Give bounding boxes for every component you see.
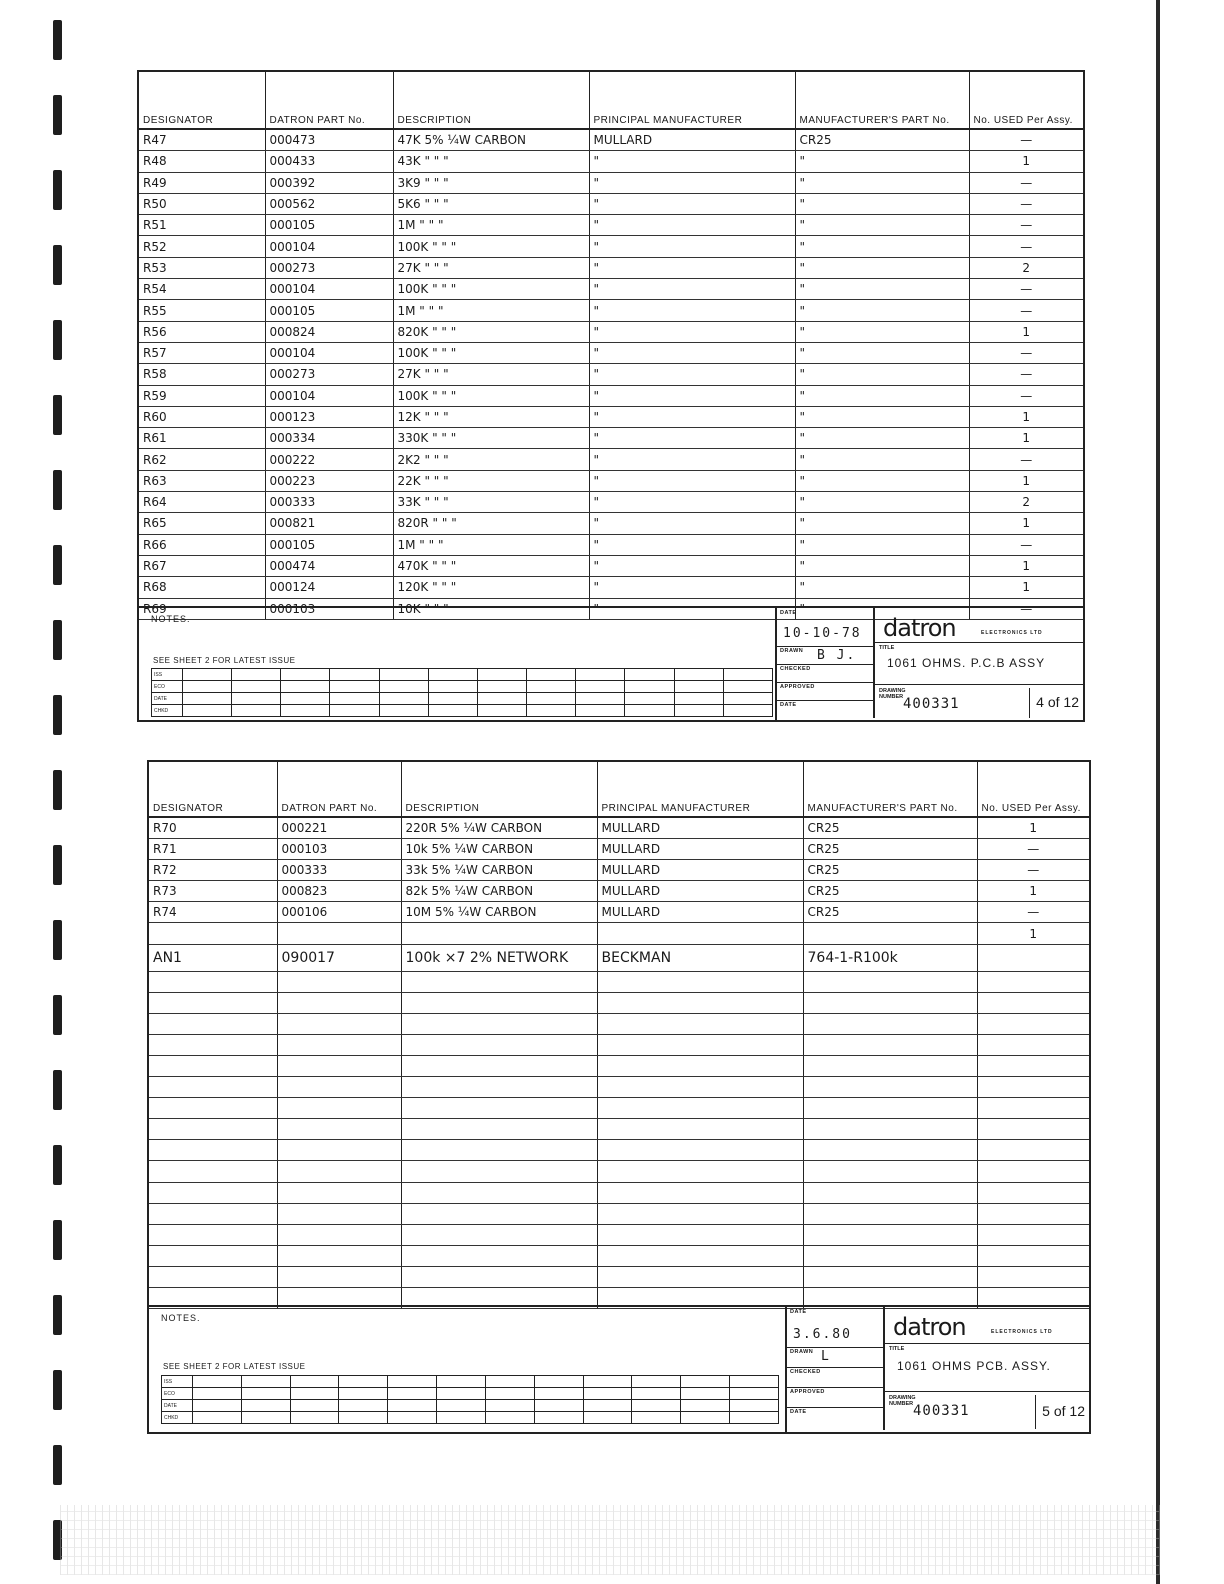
table-row <box>139 534 1083 555</box>
designator-cell: R68 <box>139 577 265 598</box>
table-row <box>139 151 1083 172</box>
title-block: DATE 3.6.80 DRAWN L CHECKED APPROVED DATE datron ELECTRONICS LTD TITLE 1061 OHMS PCB. ASSY. DRAWING NUMBER 400331 5 of 12 <box>785 1307 1089 1432</box>
blank-row <box>149 1119 1089 1140</box>
mfr-part-cell: CR25 <box>803 881 977 902</box>
datron-part-cell: 000824 <box>265 321 393 342</box>
blank-row <box>149 1034 1089 1055</box>
description-cell: 82k 5% ¼W CARBON <box>401 881 597 902</box>
qty-cell: 1 <box>977 817 1089 839</box>
description-cell: 12K " " " <box>393 406 589 427</box>
designator-cell: R73 <box>149 881 277 902</box>
datron-part-cell: 000104 <box>265 385 393 406</box>
sheet-number: 5 of 12 <box>1035 1395 1085 1429</box>
datron-part-cell: 000333 <box>265 492 393 513</box>
manufacturer-cell: MULLARD <box>589 129 795 151</box>
designator-cell: R64 <box>139 492 265 513</box>
blank-row <box>149 1266 1089 1287</box>
parts-table <box>149 762 1089 1309</box>
manufacturer-cell: " <box>589 385 795 406</box>
datron-part-cell: 000273 <box>265 364 393 385</box>
qty-cell: — <box>969 364 1083 385</box>
col-description: DESCRIPTION <box>393 72 589 129</box>
table-row <box>149 860 1089 881</box>
table-row <box>139 193 1083 214</box>
manufacturer-cell: MULLARD <box>597 839 803 860</box>
binding-hole <box>53 770 62 810</box>
title-block: DATE 10-10-78 DRAWN B J. CHECKED APPROVED DATE datron ELECTRONICS LTD TITLE 1061 OHMS. P.C.B ASSY DRAWING NUMBER 400331 4 of 12 <box>775 608 1083 720</box>
designator-cell: R51 <box>139 215 265 236</box>
description-cell: 5K6 " " " <box>393 193 589 214</box>
table-row <box>149 881 1089 902</box>
table-row <box>139 364 1083 385</box>
description-cell: 1M " " " <box>393 300 589 321</box>
designator-cell: R52 <box>139 236 265 257</box>
designator-cell: R69 <box>139 598 265 619</box>
designator-cell: R66 <box>139 534 265 555</box>
datron-part-cell: 000103 <box>277 839 401 860</box>
binding-hole <box>53 395 62 435</box>
datron-part-cell <box>277 923 401 944</box>
qty-cell <box>977 944 1089 971</box>
table-row <box>139 215 1083 236</box>
mfr-part-cell: CR25 <box>795 129 969 151</box>
description-cell: 27K " " " <box>393 364 589 385</box>
binding-hole <box>53 170 62 210</box>
designator-cell: AN1 <box>149 944 277 971</box>
table-row <box>139 257 1083 278</box>
datron-part-cell: 000105 <box>265 534 393 555</box>
notes-label: NOTES. <box>161 1313 201 1323</box>
qty-cell: 1 <box>969 428 1083 449</box>
description-cell: 10K " " " <box>393 598 589 619</box>
manufacturer-cell: " <box>589 342 795 363</box>
description-cell: 120K " " " <box>393 577 589 598</box>
mfr-part-cell: CR25 <box>803 902 977 923</box>
manufacturer-cell: " <box>589 428 795 449</box>
qty-cell: — <box>969 193 1083 214</box>
manufacturer-cell: " <box>589 513 795 534</box>
parts-rows <box>139 129 1083 619</box>
binding-hole <box>53 1070 62 1110</box>
manufacturer-cell: " <box>589 598 795 619</box>
datron-part-cell: 000104 <box>265 279 393 300</box>
description-cell: 100k ×7 2% NETWORK <box>401 944 597 971</box>
binding-spine <box>50 0 66 1584</box>
binding-hole <box>53 995 62 1035</box>
col-datron-part: DATRON PART No. <box>265 72 393 129</box>
qty-cell: — <box>969 300 1083 321</box>
qty-cell: 1 <box>977 923 1089 944</box>
table-row <box>149 839 1089 860</box>
mfr-part-cell: " <box>795 321 969 342</box>
table-row <box>139 300 1083 321</box>
mfr-part-cell: " <box>795 215 969 236</box>
qty-cell: 2 <box>969 492 1083 513</box>
designator-cell: R67 <box>139 555 265 576</box>
manufacturer-cell: " <box>589 215 795 236</box>
mfr-part-cell: " <box>795 534 969 555</box>
blank-row <box>149 1055 1089 1076</box>
mfr-part-cell: " <box>795 449 969 470</box>
mfr-part-cell: " <box>795 406 969 427</box>
description-cell: 22K " " " <box>393 470 589 491</box>
designator-cell: R47 <box>139 129 265 151</box>
qty-cell: 2 <box>969 257 1083 278</box>
manufacturer-cell: " <box>589 364 795 385</box>
designator-cell: R72 <box>149 860 277 881</box>
qty-cell: — <box>969 279 1083 300</box>
col-designator: DESIGNATOR <box>149 762 277 817</box>
mfr-part-cell: " <box>795 513 969 534</box>
binding-hole <box>53 20 62 60</box>
datron-part-cell: 000104 <box>265 236 393 257</box>
designator-cell: R57 <box>139 342 265 363</box>
mfr-part-cell: 764-1-R100k <box>803 944 977 971</box>
binding-hole <box>53 620 62 660</box>
datron-part-cell: 000823 <box>277 881 401 902</box>
blank-row <box>149 992 1089 1013</box>
description-cell: 47K 5% ¼W CARBON <box>393 129 589 151</box>
blank-row <box>149 1224 1089 1245</box>
manufacturer-cell: " <box>589 534 795 555</box>
datron-part-cell: 000273 <box>265 257 393 278</box>
description-cell: 1M " " " <box>393 534 589 555</box>
drawing-number: 400331 <box>903 696 960 712</box>
designator-cell: R60 <box>139 406 265 427</box>
manufacturer-cell: MULLARD <box>597 881 803 902</box>
table-row <box>149 923 1089 944</box>
datron-part-cell: 000105 <box>265 215 393 236</box>
blank-row <box>149 1161 1089 1182</box>
header-row <box>149 762 1089 817</box>
mfr-part-cell: " <box>795 577 969 598</box>
description-cell: 330K " " " <box>393 428 589 449</box>
eco-grid: ISS ECO DATE CHKD <box>161 1375 779 1424</box>
mfr-part-cell: " <box>795 342 969 363</box>
mfr-part-cell: " <box>795 470 969 491</box>
table-row <box>139 406 1083 427</box>
qty-cell: 1 <box>977 881 1089 902</box>
designator-cell: R49 <box>139 172 265 193</box>
parts-list-sheet-5 <box>147 760 1091 1434</box>
designator-cell: R56 <box>139 321 265 342</box>
col-principal-manufacturer: PRINCIPAL MANUFACTURER <box>597 762 803 817</box>
col-manufacturer-part: MANUFACTURER'S PART No. <box>795 72 969 129</box>
binding-hole <box>53 845 62 885</box>
description-cell: 100K " " " <box>393 342 589 363</box>
binding-hole <box>53 1220 62 1260</box>
binding-hole <box>53 245 62 285</box>
table-row <box>149 944 1089 971</box>
qty-cell: — <box>969 598 1083 619</box>
drawing-title: 1061 OHMS PCB. ASSY. <box>897 1359 1051 1373</box>
qty-cell: 1 <box>969 513 1083 534</box>
qty-cell: 1 <box>969 151 1083 172</box>
manufacturer-cell: " <box>589 492 795 513</box>
designator-cell: R50 <box>139 193 265 214</box>
designator-cell: R65 <box>139 513 265 534</box>
manufacturer-cell: " <box>589 321 795 342</box>
description-cell: 100K " " " <box>393 279 589 300</box>
blank-row <box>149 1077 1089 1098</box>
col-qty: No. USED Per Assy. <box>969 72 1083 129</box>
binding-hole <box>53 545 62 585</box>
mfr-part-cell: " <box>795 492 969 513</box>
manufacturer-cell: " <box>589 555 795 576</box>
datron-part-cell: 000474 <box>265 555 393 576</box>
drawing-number: 400331 <box>913 1403 970 1419</box>
mfr-part-cell <box>803 923 977 944</box>
binding-hole <box>53 695 62 735</box>
mfr-part-cell: CR25 <box>803 839 977 860</box>
table-row <box>139 129 1083 151</box>
blank-row <box>149 1203 1089 1224</box>
mfr-part-cell: " <box>795 257 969 278</box>
table-row <box>149 902 1089 923</box>
binding-hole <box>53 320 62 360</box>
description-cell: 43K " " " <box>393 151 589 172</box>
eco-grid: ISS ECO DATE CHKD <box>151 668 773 717</box>
blank-row <box>149 1098 1089 1119</box>
parts-rows <box>149 817 1089 1309</box>
datron-part-cell: 000223 <box>265 470 393 491</box>
blank-row <box>149 1140 1089 1161</box>
binding-hole <box>53 1145 62 1185</box>
manufacturer-cell: " <box>589 406 795 427</box>
datron-part-cell: 000433 <box>265 151 393 172</box>
table-row <box>139 492 1083 513</box>
table-row <box>139 321 1083 342</box>
designator-cell: R59 <box>139 385 265 406</box>
designator-cell: R70 <box>149 817 277 839</box>
datron-part-cell: 000123 <box>265 406 393 427</box>
blank-row <box>149 1013 1089 1034</box>
designator-cell: R54 <box>139 279 265 300</box>
issue-date: 3.6.80 <box>793 1327 852 1342</box>
qty-cell: — <box>977 839 1089 860</box>
table-row <box>139 513 1083 534</box>
datron-part-cell: 000105 <box>265 300 393 321</box>
designator-cell: R48 <box>139 151 265 172</box>
see-sheet-note: SEE SHEET 2 FOR LATEST ISSUE <box>153 656 296 665</box>
manufacturer-cell: " <box>589 470 795 491</box>
blank-row <box>149 1182 1089 1203</box>
table-row <box>139 428 1083 449</box>
blank-row <box>149 971 1089 992</box>
manufacturer-cell: " <box>589 279 795 300</box>
description-cell: 220R 5% ¼W CARBON <box>401 817 597 839</box>
designator-cell: R71 <box>149 839 277 860</box>
col-qty: No. USED Per Assy. <box>977 762 1089 817</box>
mfr-part-cell: " <box>795 555 969 576</box>
manufacturer-cell: " <box>589 300 795 321</box>
mfr-part-cell: " <box>795 428 969 449</box>
parts-table <box>139 72 1083 620</box>
table-row <box>139 385 1083 406</box>
table-row <box>149 817 1089 839</box>
drawing-title: 1061 OHMS. P.C.B ASSY <box>887 656 1046 670</box>
manufacturer-cell <box>597 923 803 944</box>
mfr-part-cell: " <box>795 151 969 172</box>
description-cell <box>401 923 597 944</box>
manufacturer-cell: " <box>589 449 795 470</box>
datron-part-cell: 000334 <box>265 428 393 449</box>
scan-noise <box>60 1505 1160 1575</box>
qty-cell: 1 <box>969 577 1083 598</box>
qty-cell: — <box>969 534 1083 555</box>
col-datron-part: DATRON PART No. <box>277 762 401 817</box>
qty-cell: 1 <box>969 555 1083 576</box>
description-cell: 33K " " " <box>393 492 589 513</box>
manufacturer-cell: " <box>589 236 795 257</box>
table-row <box>139 279 1083 300</box>
datron-part-cell: 000124 <box>265 577 393 598</box>
col-manufacturer-part: MANUFACTURER'S PART No. <box>803 762 977 817</box>
table-row <box>139 555 1083 576</box>
designator-cell: R62 <box>139 449 265 470</box>
qty-cell: 1 <box>969 470 1083 491</box>
description-cell: 3K9 " " " <box>393 172 589 193</box>
qty-cell: — <box>969 449 1083 470</box>
col-principal-manufacturer: PRINCIPAL MANUFACTURER <box>589 72 795 129</box>
mfr-part-cell: CR25 <box>803 860 977 881</box>
description-cell: 100K " " " <box>393 385 589 406</box>
mfr-part-cell: CR25 <box>803 817 977 839</box>
datron-part-cell: 090017 <box>277 944 401 971</box>
table-row <box>139 449 1083 470</box>
datron-part-cell: 000473 <box>265 129 393 151</box>
drawn-by: B J. <box>817 648 857 663</box>
qty-cell: — <box>969 172 1083 193</box>
binding-hole <box>53 1370 62 1410</box>
qty-cell: 1 <box>969 406 1083 427</box>
datron-logo: datron <box>883 614 956 642</box>
binding-hole <box>53 95 62 135</box>
mfr-part-cell: " <box>795 598 969 619</box>
designator-cell <box>149 923 277 944</box>
table-row <box>139 172 1083 193</box>
issue-date: 10-10-78 <box>783 626 862 641</box>
description-cell: 10k 5% ¼W CARBON <box>401 839 597 860</box>
binding-hole <box>53 470 62 510</box>
designator-cell: R74 <box>149 902 277 923</box>
manufacturer-cell: " <box>589 151 795 172</box>
drawing-footer <box>149 1305 1089 1432</box>
designator-cell: R63 <box>139 470 265 491</box>
manufacturer-cell: " <box>589 577 795 598</box>
description-cell: 27K " " " <box>393 257 589 278</box>
description-cell: 2K2 " " " <box>393 449 589 470</box>
col-designator: DESIGNATOR <box>139 72 265 129</box>
datron-part-cell: 000221 <box>277 817 401 839</box>
mfr-part-cell: " <box>795 385 969 406</box>
qty-cell: — <box>977 860 1089 881</box>
mfr-part-cell: " <box>795 236 969 257</box>
manufacturer-cell: " <box>589 193 795 214</box>
description-cell: 33k 5% ¼W CARBON <box>401 860 597 881</box>
description-cell: 820R " " " <box>393 513 589 534</box>
manufacturer-cell: MULLARD <box>597 902 803 923</box>
table-row <box>139 470 1083 491</box>
qty-cell: 1 <box>969 321 1083 342</box>
qty-cell: — <box>969 129 1083 151</box>
datron-part-cell: 000821 <box>265 513 393 534</box>
qty-cell: — <box>969 215 1083 236</box>
datron-logo: datron <box>893 1313 966 1341</box>
datron-part-cell: 000392 <box>265 172 393 193</box>
mfr-part-cell: " <box>795 300 969 321</box>
designator-cell: R53 <box>139 257 265 278</box>
qty-cell: — <box>969 385 1083 406</box>
mfr-part-cell: " <box>795 193 969 214</box>
manufacturer-cell: MULLARD <box>597 860 803 881</box>
qty-cell: — <box>969 342 1083 363</box>
sheet-number: 4 of 12 <box>1029 688 1079 718</box>
table-row <box>139 577 1083 598</box>
binding-hole <box>53 1295 62 1335</box>
designator-cell: R58 <box>139 364 265 385</box>
description-cell: 100K " " " <box>393 236 589 257</box>
binding-hole <box>53 920 62 960</box>
qty-cell: — <box>977 902 1089 923</box>
description-cell: 10M 5% ¼W CARBON <box>401 902 597 923</box>
datron-part-cell: 000562 <box>265 193 393 214</box>
header-row <box>139 72 1083 129</box>
page-edge <box>1156 0 1160 1584</box>
description-cell: 1M " " " <box>393 215 589 236</box>
mfr-part-cell: " <box>795 364 969 385</box>
datron-part-cell: 000222 <box>265 449 393 470</box>
manufacturer-cell: BECKMAN <box>597 944 803 971</box>
datron-part-cell: 000106 <box>277 902 401 923</box>
mfr-part-cell: " <box>795 279 969 300</box>
manufacturer-cell: " <box>589 257 795 278</box>
drawing-footer <box>139 606 1083 720</box>
notes-label: NOTES. <box>151 614 191 624</box>
designator-cell: R61 <box>139 428 265 449</box>
see-sheet-note: SEE SHEET 2 FOR LATEST ISSUE <box>163 1362 306 1371</box>
datron-part-cell: 000333 <box>277 860 401 881</box>
description-cell: 820K " " " <box>393 321 589 342</box>
manufacturer-cell: " <box>589 172 795 193</box>
parts-list-sheet-4 <box>137 70 1085 722</box>
table-row <box>139 342 1083 363</box>
datron-part-cell: 000103 <box>265 598 393 619</box>
binding-hole <box>53 1445 62 1485</box>
manufacturer-cell: MULLARD <box>597 817 803 839</box>
mfr-part-cell: " <box>795 172 969 193</box>
drawn-by: L <box>821 1349 831 1364</box>
col-description: DESCRIPTION <box>401 762 597 817</box>
datron-part-cell: 000104 <box>265 342 393 363</box>
designator-cell: R55 <box>139 300 265 321</box>
table-row <box>139 236 1083 257</box>
qty-cell: — <box>969 236 1083 257</box>
blank-row <box>149 1245 1089 1266</box>
description-cell: 470K " " " <box>393 555 589 576</box>
